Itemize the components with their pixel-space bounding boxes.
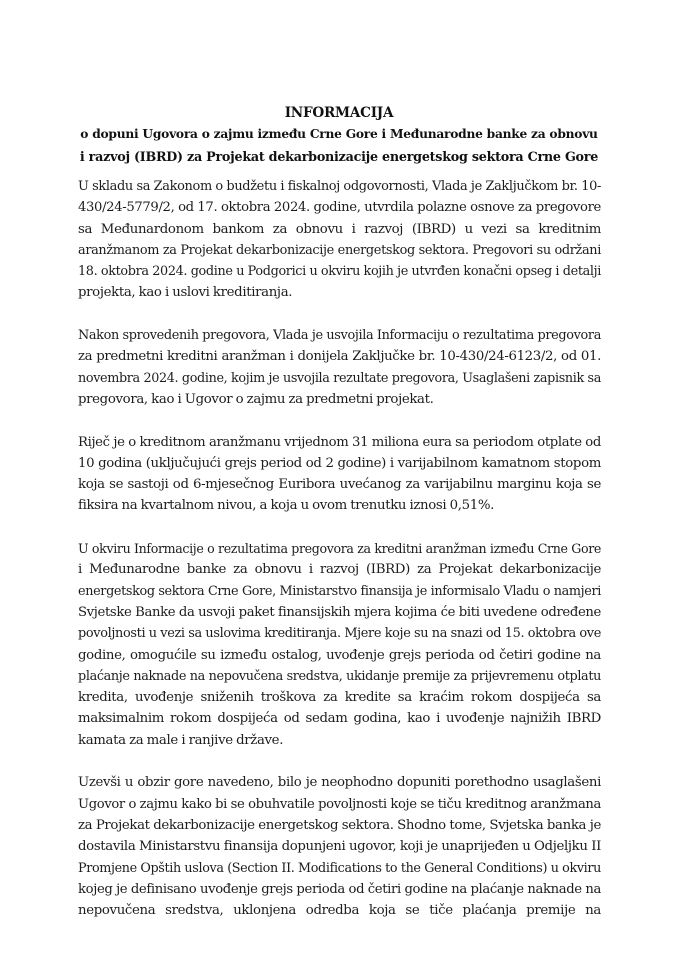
text-line: 430/24-5779/2, od 17. oktobra 2024. godine, utvrdila polazne osnove za pregovore [78, 200, 601, 216]
document-body [78, 176, 601, 943]
document-subtitle-line-2: i razvoj (IBRD) za Projekat dekarbonizacije energetskog sektora Crne Gore [79, 148, 599, 164]
text-line: godine, omogućile su između ostalog, uvođenje grejs perioda od četiri godine na [78, 647, 601, 663]
text-line: Uzevši u obzir gore navedeno, bilo je neophodno dopuniti porethodno usaglašeni [78, 775, 601, 791]
paragraph-loan-terms [78, 432, 601, 517]
text-line: kojeg je definisano uvođenje grejs perioda od četiri godine na plaćanje naknade na [78, 881, 601, 897]
paragraph-legal-basis [78, 176, 601, 304]
text-line: novembra 2024. godine, kojim je usvojila rezultate pregovora, Usaglašeni zapisnik sa [78, 370, 601, 386]
text-line: energetskog sektora Crne Gore, Ministarstvo finansija je informisalo Vladu o namjeri [78, 583, 601, 599]
paragraph-negotiation-results [78, 325, 601, 410]
text-line: kredita, uvođenje sniženih troškova za kredite sa kraćim rokom dospijeća sa [78, 690, 601, 706]
document-title: INFORMACIJA [284, 105, 394, 121]
text-line: kamata za male i ranjive države. [78, 732, 284, 748]
text-line: pregovora, kao i Ugovor o zajmu za predmetni projekat. [78, 391, 434, 407]
document-subtitle-line-1: o dopuni Ugovora o zajmu između Crne Gore i Međunarodne banke za obnovu [80, 127, 598, 142]
text-line: sa Međunardonom bankom za obnovu i razvoj (IBRD) u vezi sa kreditnim [78, 221, 601, 237]
text-line: za Projekat dekarbonizacije energetskog sektora. Shodno tome, Svjetska banka je [78, 817, 601, 833]
paragraph-world-bank-measures [78, 538, 601, 751]
text-line: Ugovor o zajmu kako bi se obuhvatile povoljnosti koje se tiču kreditnog aranžmana [78, 796, 601, 812]
text-line: U skladu sa Zakonom o budžetu i fiskalnoj odgovornosti, Vlada je Zaključkom br. 10- [78, 179, 601, 194]
text-line: Promjene Opštih uslova (Section II. Modifications to the General Conditions) u okviru [78, 860, 601, 876]
text-line: maksimalnim rokom dospijeća od sedam godina, kao i uvođenje najnižih IBRD [78, 711, 601, 727]
document-header [78, 103, 600, 167]
text-line: U okviru Informacije o rezultatima pregovora za kreditni aranžman između Crne Gore [78, 541, 601, 557]
text-line: 18. oktobra 2024. godine u Podgorici u okviru kojih je utvrđen konačni opseg i detalji [78, 264, 601, 280]
text-line: 10 godina (uključujući grejs period od 2 godine) i varijabilnom kamatnom stopom [78, 455, 601, 471]
text-line: i Međunarodne banke za obnovu i razvoj (IBRD) za Projekat dekarbonizacije [78, 562, 601, 578]
text-line: dostavila Ministarstvu finansija dopunjeni ugovor, koji je unaprijeđen u Odjeljku II [78, 839, 601, 855]
text-line: projekta, kao i uslovi kreditiranja. [78, 285, 293, 301]
text-line: Nakon sprovedenih pregovora, Vlada je usvojila Informaciju o rezultatima pregovora [78, 328, 601, 344]
text-line: povoljnosti u vezi sa uslovima kreditiranja. Mjere koje su na snazi od 15. oktobra ove [78, 626, 601, 642]
text-line: aranžmanom za Projekat dekarbonizacije energetskog sektora. Pregovori su održani [78, 242, 601, 258]
text-line: fiksira na kvartalnom nivou, a koja u ovom trenutku iznosi 0,51%. [78, 498, 495, 514]
text-line: plaćanje naknade na nepovučena sredstva, ukidanje premije za prijevremenu otplatu [78, 668, 601, 684]
text-line: koja se sastoji od 6-mjesečnog Euribora uvećanog za varijabilnu marginu koja se [78, 477, 601, 493]
text-line: Svjetske Banke da usvoji paket finansijskih mjera kojima će biti uvedene određene [78, 604, 601, 620]
text-line: Riječ je o kreditnom aranžmanu vrijednom 31 miliona eura sa periodom otplate od [78, 434, 601, 450]
paragraph-contract-amendment [78, 772, 601, 921]
text-line: za predmetni kreditni aranžman i donijela Zaključke br. 10-430/24-6123/2, od 01. [78, 349, 601, 365]
text-line: nepovučena sredstva, uklonjena odredba koja se tiče plaćanja premije na [78, 903, 601, 919]
